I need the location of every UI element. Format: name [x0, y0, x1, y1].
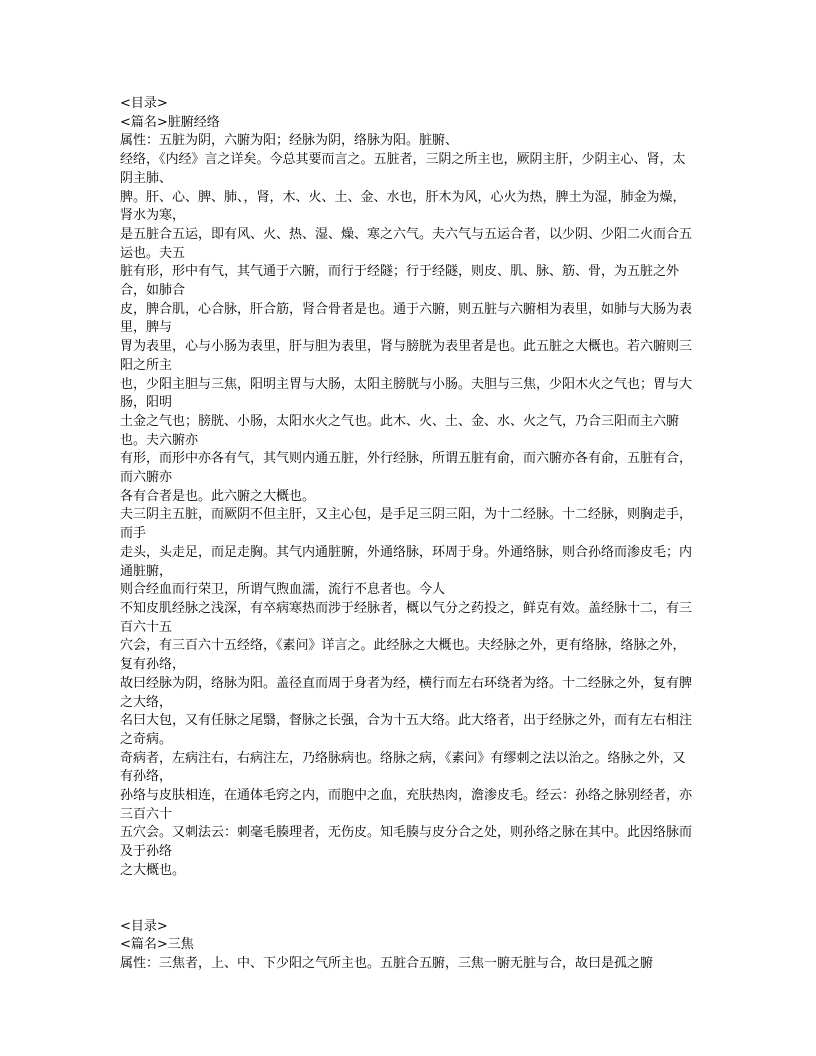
paragraph-line: 夫三阴主五脏，而厥阴不但主肝，又主心包，是手足三阴三阳，为十二经脉。十二经脉，则胸走手，而手 — [120, 507, 693, 542]
document-content — [120, 95, 696, 974]
paragraph-line: 有形，而形中亦各有气，其气则内通五脏，外行经脉，所谓五脏有俞，而六腑亦各有俞，五脏有合，而六腑亦 — [120, 451, 693, 486]
paragraph-line: 是五脏合五运，即有风、火、热、湿、燥、寒之六气。夫六气与五运合者，以少阴、少阳二火而合五运也。夫五 — [120, 226, 693, 261]
paragraph-line: 土金之气也；膀胱、小肠，太阳水火之气也。此木、火、土、金、水、火之气，乃合三阳而主六腑也。夫六腑亦 — [120, 413, 680, 448]
paragraph-line: 名曰大包，又有任脉之尾翳，督脉之长强，合为十五大络。此大络者，出于经脉之外，而有左右相注之奇病。 — [120, 713, 693, 747]
toc-label: <目录> — [120, 96, 168, 111]
paragraph-line: 五穴会。又刺法云：刺毫毛腠理者，无伤皮。知毛腠与皮分合之处，则孙络之脉在其中。此因络脉而及于孙络 — [120, 825, 693, 860]
paragraph-line: 奇病者，左病注右，右病注左，乃络脉病也。络脉之病，《素问》有缪刺之法以治之。络脉之外，又有孙络， — [120, 750, 686, 785]
paragraph-line: 之大概也。 — [120, 862, 186, 878]
paragraph-line: 属性：五脏为阴，六腑为阳；经脉为阴，络脉为阳。脏腑、 — [120, 133, 459, 149]
paragraph-line: 胃为表里，心与小肠为表里，肝与胆为表里，肾与膀胱为表里者是也。此五脏之大概也。若六腑则三阳之所主 — [120, 339, 693, 373]
paragraph-line: 则合经血而行荣卫，所谓气煦血濡，流行不息者也。今人 — [120, 582, 446, 598]
section-spacer — [120, 881, 696, 918]
paragraph-line: 经络，《内经》言之详矣。今总其要而言之。五脏者，三阴之所主也，厥阴主肝，少阴主心、肾，太阴主肺、 — [120, 152, 686, 186]
section-zangfu-jingluo — [120, 95, 696, 881]
paragraph-line: 各有合者是也。此六腑之大概也。 — [120, 488, 316, 504]
paragraph-line: 脾。肝、心、脾、肺、，肾，木、火、土、金、水也，肝木为风，心火为热，脾土为湿，肺金为燥，肾水为寒， — [120, 189, 686, 224]
paragraph-line: 属性：三焦者，上、中、下少阳之气所主也。五脏合五腑，三焦一腑无脏与合，故曰是孤之腑 — [120, 955, 654, 971]
chapter-title: <篇名>三焦 — [120, 937, 194, 953]
paragraph-line: 故曰经脉为阴，络脉为阳。盖径直而周于身者为经，横行而左右环绕者为络。十二经脉之外，复有脾之大络， — [120, 675, 693, 710]
paragraph-line: 不知皮肌经脉之浅深，有卒病寒热而涉于经脉者，概以气分之药投之，鲜克有效。盖经脉十二，有三百六十五 — [120, 600, 693, 635]
paragraph-line: 走头，头走足，而足走胸。其气内通脏腑，外通络脉，环周于身。外通络脉，则合孙络而渗皮毛；内通脏腑， — [120, 544, 693, 579]
paragraph-line: 穴会，有三百六十五经络，《素问》详言之。此经脉之大概也。夫经脉之外，更有络脉，络脉之外，复有孙络， — [120, 638, 686, 673]
section-sanjiao — [120, 918, 696, 974]
chapter-title: <篇名>脏腑经络 — [120, 114, 220, 130]
paragraph-line: 皮，脾合肌，心合脉，肝合筋，肾合骨者是也。通于六腑，则五脏与六腑相为表里，如肺与大肠为表里，脾与 — [120, 301, 693, 336]
paragraph-line: 也，少阳主胆与三焦，阳明主胃与大肠，太阳主膀胱与小肠。夫胆与三焦，少阳木火之气也；胃与大肠，阳明 — [120, 376, 693, 411]
toc-label: <目录> — [120, 918, 168, 934]
paragraph-line: 孙络与皮肤相连，在通体毛窍之内，而胞中之血，充肤热肉，澹渗皮毛。经云：孙络之脉别经者，亦三百六十 — [120, 788, 693, 822]
paragraph-line: 脏有形，形中有气，其气通于六腑，而行于经隧；行于经隧，则皮、肌、脉、筋、骨，为五脏之外合，如肺合 — [120, 264, 680, 299]
